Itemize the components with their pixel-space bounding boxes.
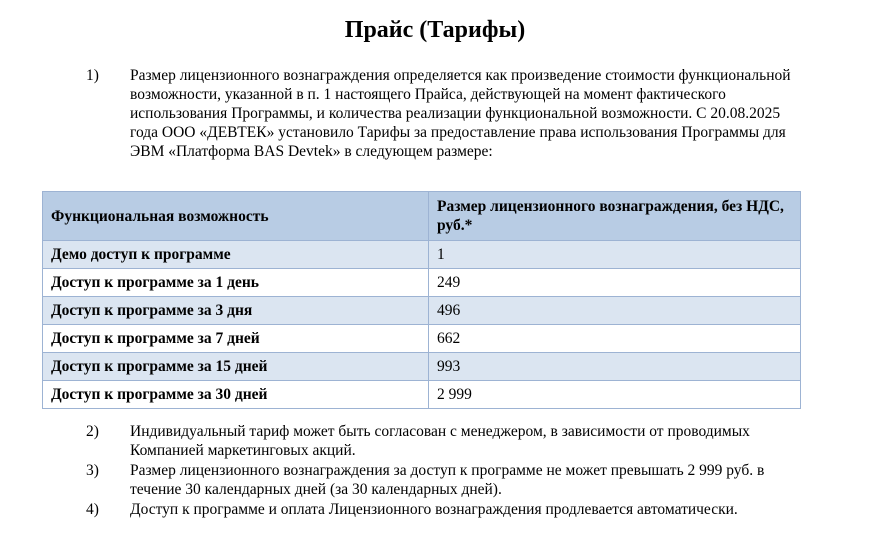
- table-cell-price: 662: [429, 325, 801, 353]
- list-item-text: Размер лицензионного вознаграждения определяется как произведение стоимости функциональной возможности, указанной в п. 1 настоящего Прайса, действующей на момент фактического использования Программы, и количества реализации функциональной возможности. С 20.08.2025 года ООО «ДЕВТЕК» установило Тарифы за предоставление права использования Программы для ЭВМ «Платформа BAS Devtek» в следующем размере:: [130, 67, 791, 160]
- table-row: [43, 381, 801, 409]
- table-row: [43, 353, 801, 381]
- table-row: [43, 241, 801, 269]
- table-cell-feature: Доступ к программе за 30 дней: [43, 381, 429, 409]
- table-row: [43, 297, 801, 325]
- list-item-number: 2): [86, 423, 99, 440]
- table-cell-price: 249: [429, 269, 801, 297]
- list-item-text: Индивидуальный тариф может быть согласован с менеджером, в зависимости от проводимых Компанией маркетинговых акций.: [130, 423, 750, 459]
- table-cell-feature: Доступ к программе за 3 дня: [43, 297, 429, 325]
- list-item-text: Доступ к программе и оплата Лицензионного вознаграждения продлевается автоматически.: [130, 501, 738, 518]
- table-cell-price: 496: [429, 297, 801, 325]
- table-cell-price: 2 999: [429, 381, 801, 409]
- table-cell-feature: Доступ к программе за 7 дней: [43, 325, 429, 353]
- page-title: Прайс (Тарифы): [344, 17, 526, 43]
- tariff-table: [42, 191, 801, 409]
- table-cell-price: 993: [429, 353, 801, 381]
- column-header-price: Размер лицензионного вознаграждения, без НДС, руб.*: [429, 192, 801, 241]
- column-header-feature: Функциональная возможность: [43, 192, 429, 241]
- table-row: [43, 325, 801, 353]
- table-cell-feature: Демо доступ к программе: [43, 241, 429, 269]
- table-cell-price: 1: [429, 241, 801, 269]
- list-item-number: 3): [86, 462, 99, 479]
- list-item-number: 4): [86, 501, 99, 518]
- table-header-row: [43, 192, 801, 241]
- table-cell-feature: Доступ к программе за 15 дней: [43, 353, 429, 381]
- list-item-number: 1): [86, 67, 99, 84]
- list-item-text: Размер лицензионного вознаграждения за доступ к программе не может превышать 2 999 руб. в течение 30 календарных дней (за 30 календарных дней).: [130, 462, 765, 498]
- table-cell-feature: Доступ к программе за 1 день: [43, 269, 429, 297]
- table-row: [43, 269, 801, 297]
